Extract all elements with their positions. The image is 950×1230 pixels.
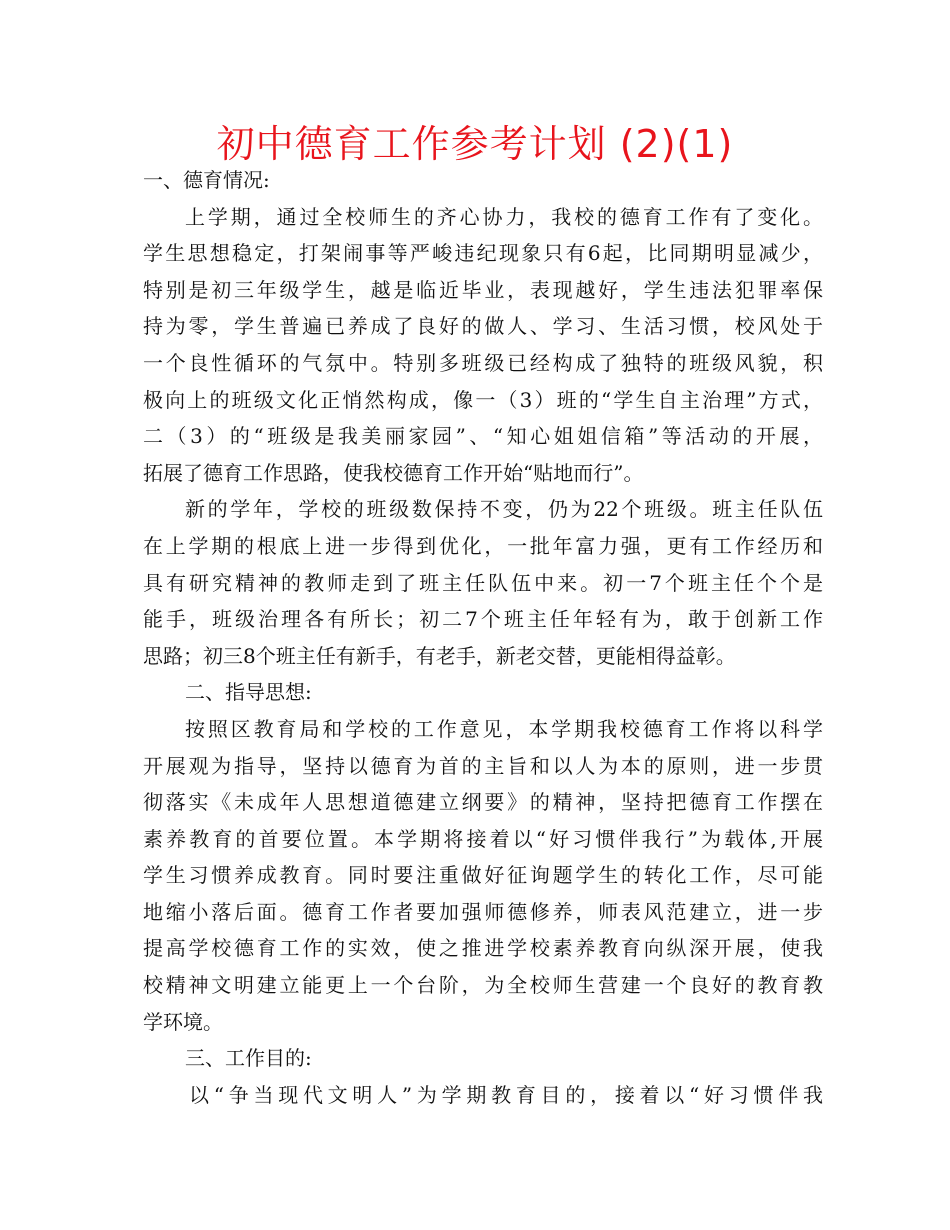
paragraph-line: 提高学校德育工作的实效，使之推进学校素养教育向纵深开展，使我	[143, 936, 823, 961]
paragraph-line: 以“争当现代文明人”为学期教育目的，接着以“好习惯伴我	[189, 1082, 823, 1107]
paragraph-line: 彻落实《未成年人思想道德建立纲要》的精神，坚持把德育工作摆在	[143, 790, 823, 815]
paragraph-line: 能手，班级治理各有所长；初二7个班主任年轻有为，敢于创新工作	[143, 607, 823, 632]
paragraph-line: 拓展了德育工作思路，使我校德育工作开始“贴地而行”。	[143, 460, 644, 485]
paragraph-line: 校精神文明建立能更上一个台阶，为全校师生营建一个良好的教育教	[143, 973, 823, 998]
paragraph-line: 学生思想稳定，打架闹事等严峻违纪现象只有6起，比同期明显减少，	[143, 241, 823, 266]
paragraph-line: 学生习惯养成教育。同时要注重做好征询题学生的转化工作，尽可能	[143, 863, 823, 888]
paragraph-line: 按照区教育局和学校的工作意见，本学期我校德育工作将以科学	[185, 716, 823, 741]
document-title: 初中德育工作参考计划 (2)(1)	[216, 122, 734, 166]
paragraph-line: 在上学期的根底上进一步得到优化，一批年富力强，更有工作经历和	[143, 533, 823, 558]
paragraph-line: 素养教育的首要位置。本学期将接着以“好习惯伴我行”为载体,开展	[143, 826, 823, 851]
paragraph-line: 地缩小落后面。德育工作者要加强师德修养，师表风范建立，进一步	[143, 899, 823, 924]
paragraph-line: 上学期，通过全校师生的齐心协力，我校的德育工作有了变化。	[185, 204, 823, 229]
section-heading-1: 一、德育情况:	[143, 168, 270, 192]
section-heading-3: 三、工作目的:	[185, 1046, 312, 1071]
paragraph-line: 持为零，学生普遍已养成了良好的做人、学习、生活习惯，校风处于	[143, 314, 823, 339]
document-body	[143, 162, 823, 1113]
paragraph-line: 具有研究精神的教师走到了班主任队伍中来。初一7个班主任个个是	[143, 570, 823, 595]
paragraph-line: 特别是初三年级学生，越是临近毕业，表现越好，学生违法犯罪率保	[143, 277, 823, 302]
paragraph-line: 一个良性循环的气氛中。特别多班级已经构成了独特的班级风貌，积	[143, 350, 823, 375]
paragraph-line: 开展观为指导，坚持以德育为首的主旨和以人为本的原则，进一步贯	[143, 753, 823, 778]
paragraph-line: 思路；初三8个班主任有新手，有老手，新老交替，更能相得益彰。	[143, 643, 736, 668]
paragraph-line: 二（3）的“班级是我美丽家园”、“知心姐姐信箱”等活动的开展，	[143, 424, 823, 449]
paragraph-line: 极向上的班级文化正悄然构成，像一（3）班的“学生自主治理”方式，	[143, 387, 823, 412]
section-heading-2: 二、指导思想:	[185, 680, 312, 705]
paragraph-line: 学环境。	[143, 1009, 223, 1034]
paragraph-line: 新的学年，学校的班级数保持不变，仍为22个班级。班主任队伍	[185, 497, 823, 522]
